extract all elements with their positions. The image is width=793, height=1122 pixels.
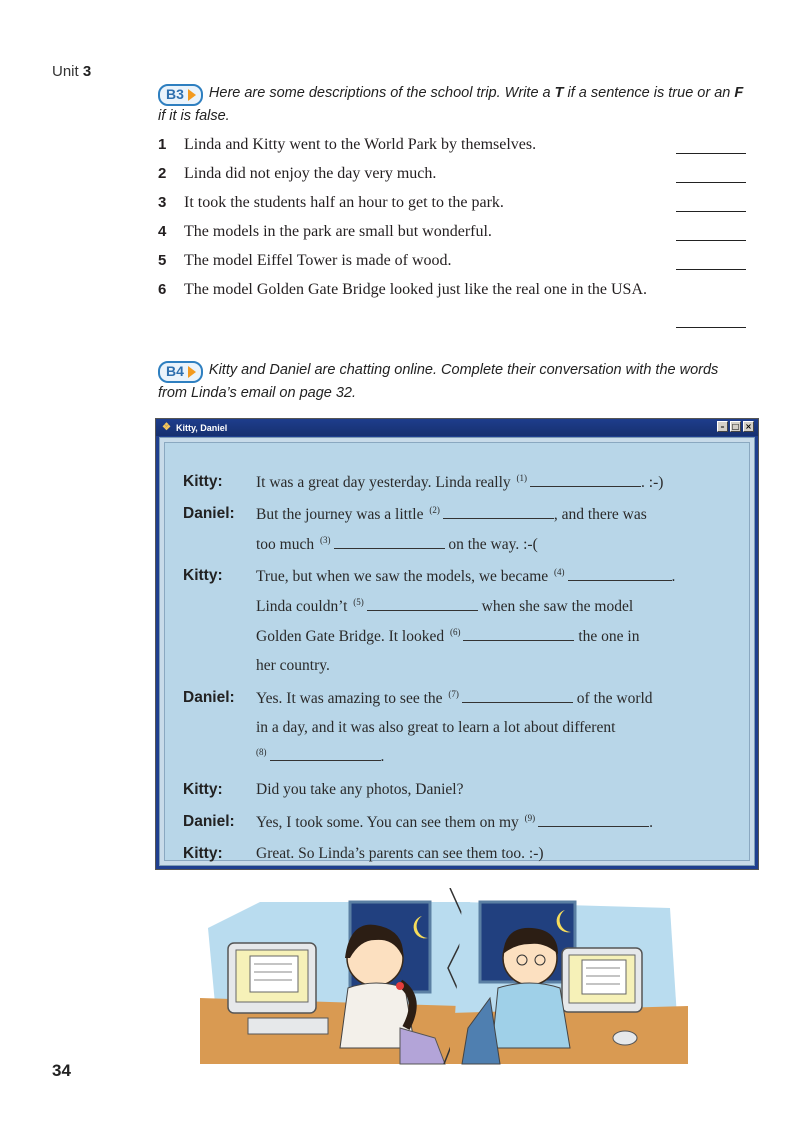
chat-frame	[159, 437, 755, 866]
chat-window	[155, 418, 759, 870]
gap-blank[interactable]	[443, 505, 554, 519]
chat-line: Linda couldn’t $^{(5)}$ when she saw the model	[256, 597, 634, 615]
statement-item: 5 The model Eiffel Tower is made of wood.	[158, 247, 750, 276]
window-controls	[717, 421, 754, 432]
gap-blank[interactable]	[463, 627, 574, 641]
close-icon[interactable]: ×	[743, 421, 754, 432]
gap-blank[interactable]	[462, 689, 573, 703]
play-triangle-icon	[188, 366, 196, 378]
answer-blank[interactable]	[676, 240, 746, 241]
chat-transcript	[164, 442, 750, 861]
chat-app-icon: ❖	[162, 422, 171, 433]
chat-line: True, but when we saw the models, we became $^{(4)}$ .	[256, 567, 676, 585]
b4-badge: B4	[158, 361, 203, 383]
answer-blank[interactable]	[676, 327, 746, 328]
speaker-daniel: Daniel:	[183, 813, 235, 830]
unit-number: 3	[82, 63, 92, 80]
statement-item: 1 Linda and Kitty went to the World Park by themselves.	[158, 131, 750, 160]
speaker-daniel: Daniel:	[183, 505, 235, 522]
answer-blank[interactable]	[676, 211, 746, 212]
speaker-kitty: Kitty:	[183, 567, 223, 584]
b4-instruction: B4 Kitty and Daniel are chatting online. Complete their conversation with the words from Linda’s email on page 32.	[158, 362, 719, 401]
chat-illustration	[200, 888, 688, 1066]
page-number: 34	[52, 1061, 71, 1080]
chat-line: her country.	[256, 657, 330, 674]
speaker-daniel: Daniel:	[183, 689, 235, 706]
chat-line: $^{(8)}$ .	[256, 747, 385, 765]
window-title: Kitty, Daniel	[175, 422, 228, 433]
b3-badge: B3	[158, 84, 203, 106]
chat-line: Yes. It was amazing to see the $^{(7)}$ of the world	[256, 689, 653, 707]
gap-blank[interactable]	[334, 535, 445, 549]
unit-prefix: Unit	[52, 63, 79, 80]
daniel-room-illustration	[450, 902, 688, 1064]
statement-item: 4 The models in the park are small but wonderful.	[158, 218, 750, 247]
chat-line: It was a great day yesterday. Linda really $^{(1)}$ . :-)	[256, 473, 664, 491]
unit-label	[52, 63, 91, 80]
answer-blank[interactable]	[676, 153, 746, 154]
speaker-kitty: Kitty:	[183, 473, 223, 490]
minimize-icon[interactable]: –	[717, 421, 728, 432]
chat-title-bar[interactable]	[156, 419, 758, 436]
chat-line: too much $^{(3)}$ on the way. :-(	[256, 535, 538, 553]
chat-line: Did you take any photos, Daniel?	[256, 781, 464, 798]
b3-statement-list	[158, 131, 750, 330]
kitty-room-illustration	[200, 902, 470, 1064]
statement-item: 2 Linda did not enjoy the day very much.	[158, 160, 750, 189]
gap-blank[interactable]	[568, 567, 672, 581]
chat-line: But the journey was a little $^{(2)}$ , and there was	[256, 505, 647, 523]
statement-item: 3 It took the students half an hour to get to the park.	[158, 189, 750, 218]
maximize-icon[interactable]: □	[731, 422, 740, 431]
speaker-kitty: Kitty:	[183, 845, 223, 862]
b3-instruction: B3 Here are some descriptions of the school trip. Write a T if a sentence is true or an F if it is false.	[158, 85, 744, 124]
gap-blank[interactable]	[530, 473, 641, 487]
gap-blank[interactable]	[367, 597, 478, 611]
answer-blank[interactable]	[676, 182, 746, 183]
statement-item: 6 The model Golden Gate Bridge looked just like the real one in the USA.	[158, 276, 750, 330]
chat-line: Yes, I took some. You can see them on my $^{(9)}$ .	[256, 813, 654, 831]
speaker-kitty: Kitty:	[183, 781, 223, 798]
chat-line: Great. So Linda’s parents can see them too. :-)	[256, 845, 544, 862]
play-triangle-icon	[188, 89, 196, 101]
chat-line: Golden Gate Bridge. It looked $^{(6)}$ the one in	[256, 627, 640, 645]
gap-blank[interactable]	[538, 813, 649, 827]
chat-line: in a day, and it was also great to learn a lot about different	[256, 719, 616, 736]
gap-blank[interactable]	[270, 747, 381, 761]
answer-blank[interactable]	[676, 269, 746, 270]
